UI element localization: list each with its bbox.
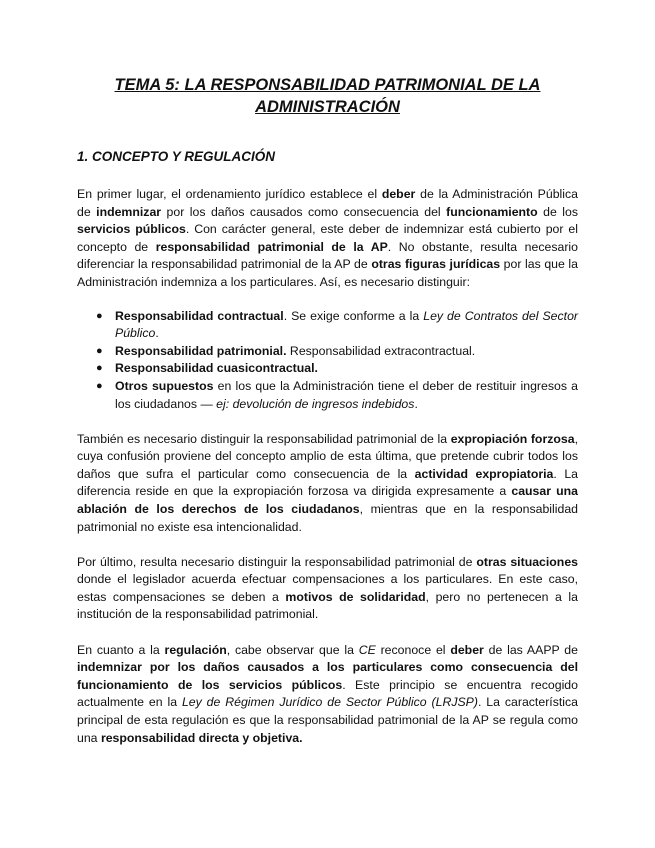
paragraph-otras-situaciones — [77, 554, 578, 624]
text-run: , pero no pertenecen a la institución de la responsabilidad patrimonial. — [77, 589, 578, 622]
distinction-list — [77, 308, 578, 414]
italic-text: Ley de Régimen Jurídico de Sector Público (LRJSP) — [181, 695, 478, 710]
text-run: . La diferencia reside en que la expropiación forzosa va dirigida expresamente a — [77, 466, 578, 499]
italic-text: CE — [358, 642, 376, 657]
text-run: En cuanto a la — [77, 642, 165, 657]
bold-text: indemnizar por los daños causados a los particulares como consecuencia del funcionamiento de los servicios públicos — [77, 660, 578, 692]
bold-text: expropiación forzosa — [450, 431, 575, 446]
bold-text: indemnizar — [96, 204, 162, 219]
italic-text: Ley de Contratos del Sector Público — [115, 308, 579, 341]
document-title: TEMA 5: LA RESPONSABILIDAD PATRIMONIAL DE LA ADMINISTRACIÓN — [114, 76, 541, 116]
bold-text: Responsabilidad cuasicontractual. — [115, 361, 318, 376]
section-heading: 1. CONCEPTO Y REGULACIÓN — [77, 149, 276, 164]
text-run: , cuya confusión proviene del concepto amplio de esta última, que pretende cubrir todos los daños que sufra el particular como consecuencia de la — [77, 431, 578, 481]
bold-text: deber — [450, 642, 484, 657]
text-run: Responsabilidad extracontractual. — [286, 343, 476, 358]
text-run: . No obstante, resulta necesario diferenciar la responsabilidad patrimonial de la AP de — [77, 239, 578, 272]
text-run: por las que la Administración indemniza a los particulares. Así, es necesario distinguir: — [77, 257, 578, 289]
bold-text: Responsabilidad contractual — [115, 308, 284, 323]
bold-text: actividad expropiatoria — [414, 466, 554, 481]
bold-text: Responsabilidad patrimonial. — [115, 343, 287, 358]
text-run: de los — [537, 204, 578, 219]
italic-text: ej: devolución de ingresos indebidos — [216, 396, 415, 411]
list-item — [96, 360, 578, 378]
bullet-icon: ● — [96, 379, 103, 392]
text-run: También es necesario distinguir la responsabilidad patrimonial de la — [77, 431, 451, 446]
text-run: . Con carácter general, este deber de indemnizar está cubierto por el concepto de — [77, 222, 578, 254]
text-run: por los daños causados como consecuencia del — [161, 204, 447, 219]
bold-text: responsabilidad patrimonial de la AP — [155, 239, 388, 254]
bold-text: responsabilidad directa y objetiva. — [100, 730, 303, 745]
bold-text: Otros supuestos — [115, 378, 214, 393]
paragraph-expropiacion — [77, 431, 578, 537]
bold-text: motivos de solidaridad — [285, 589, 426, 604]
text-run: . La característica principal de esta regulación es que la responsabilidad patrimonial de la AP se regula como una — [77, 695, 578, 745]
list-item — [96, 378, 578, 413]
bold-text: funcionamiento — [446, 204, 538, 219]
text-run: Por último, resulta necesario distinguir la responsabilidad patrimonial de — [77, 554, 477, 569]
text-run: , cabe observar que la — [226, 642, 359, 657]
text-run: . — [155, 326, 159, 341]
text-run: donde el legislador acuerda efectuar compensaciones a los particulares. En este caso, estas compensaciones se deben a — [77, 572, 578, 604]
text-run: reconoce el — [375, 642, 451, 657]
bold-text: deber — [381, 187, 416, 201]
bold-text: regulación — [164, 642, 227, 657]
paragraph-intro — [77, 186, 578, 292]
bold-text: servicios públicos — [77, 222, 186, 237]
text-run: En primer lugar, el ordenamiento jurídico establece el — [77, 187, 382, 201]
text-run: de las AAPP de — [483, 642, 578, 657]
bold-text: causar una ablación de los derechos de los ciudadanos — [77, 484, 578, 516]
list-item — [96, 308, 579, 343]
text-run: . — [414, 396, 418, 411]
bullet-icon: ● — [96, 309, 103, 322]
text-run: . Este principio se encuentra recogido actualmente en la — [77, 677, 578, 710]
text-run: . Se exige conforme a la — [283, 308, 424, 323]
bullet-icon: ● — [96, 362, 103, 375]
list-item — [96, 343, 578, 361]
bold-text: otras situaciones — [476, 554, 578, 569]
bullet-icon: ● — [96, 344, 103, 357]
text-run: en los que la Administración tiene el deber de restituir ingresos a los ciudadanos — — [115, 378, 578, 411]
paragraph-regulacion — [77, 642, 578, 748]
document-page — [77, 74, 578, 747]
bold-text: otras figuras jurídicas — [371, 257, 501, 272]
text-run: , mientras que en la responsabilidad patrimonial no existe esa intencionalidad. — [77, 502, 579, 534]
text-run: de la Administración Pública de — [77, 187, 578, 219]
